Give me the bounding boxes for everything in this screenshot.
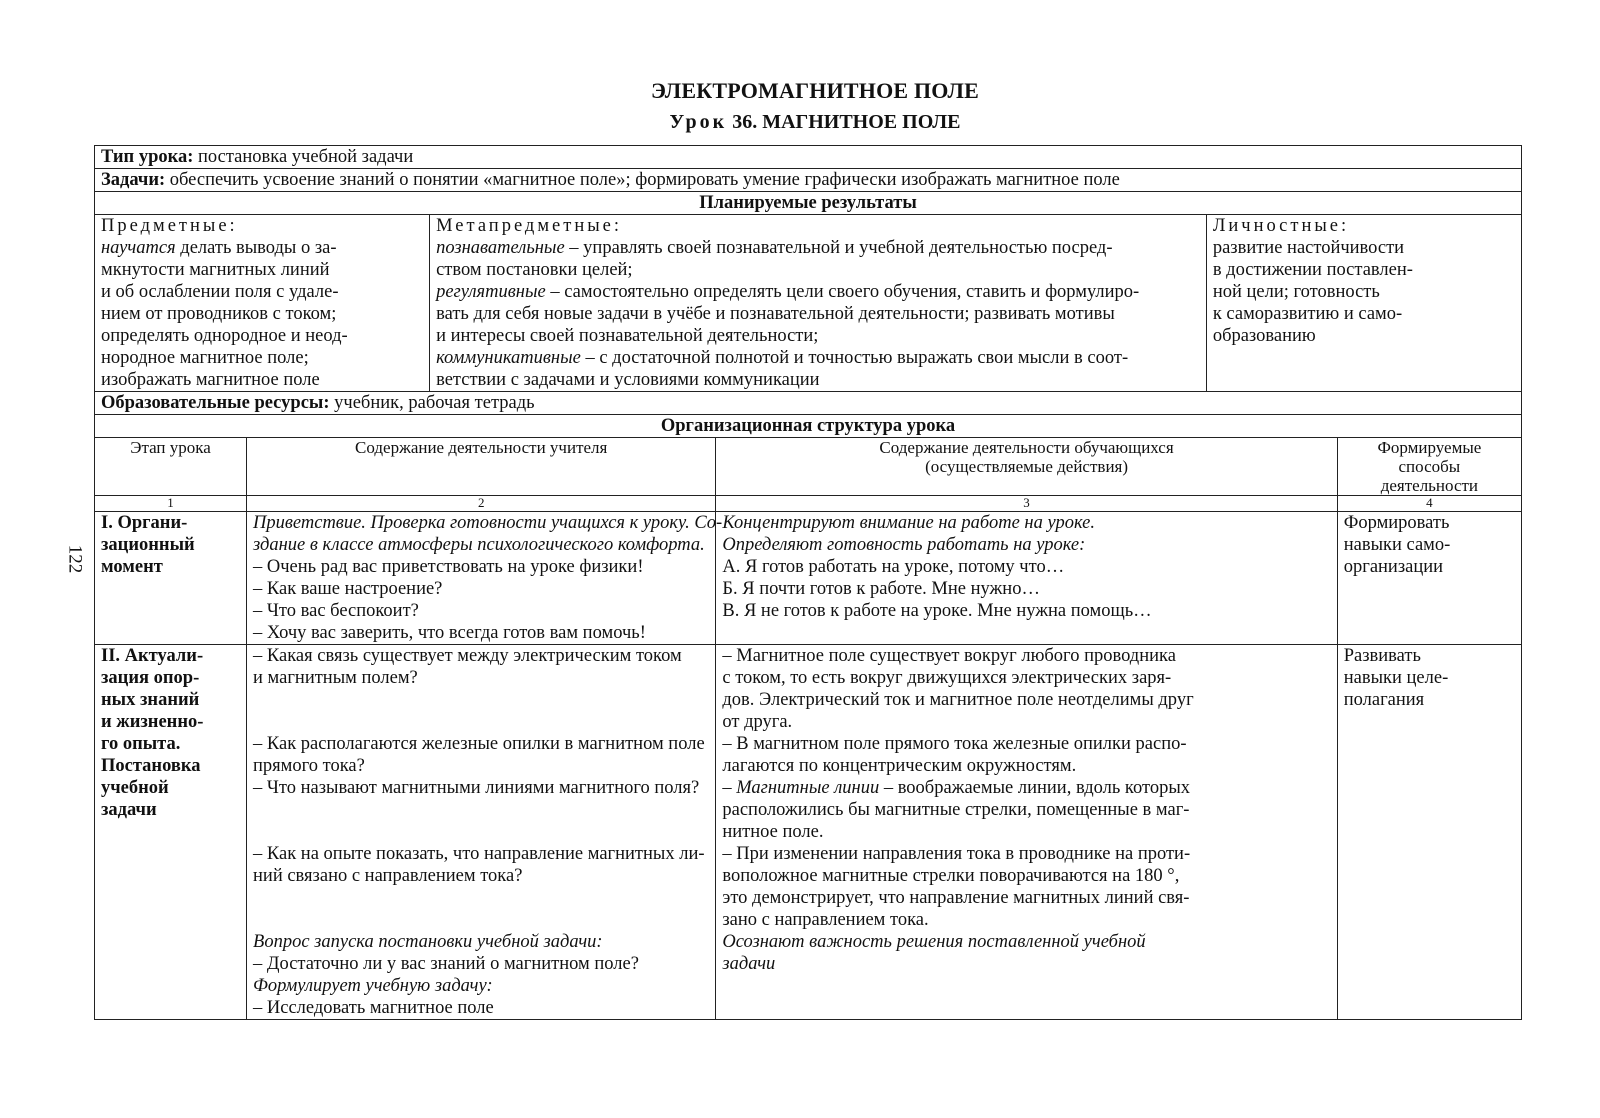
tasks-label: Задачи: [101,170,166,190]
column-header-teacher: Содержание деятельности учителя [247,438,716,496]
table-row [95,512,1522,645]
teacher-line: – Что называют магнитными линиями магнитного поля? [253,778,700,798]
students-line: Осознают важность решения поставленной учебной [722,932,1146,952]
stage-cell [95,645,247,1020]
planned-results-heading: Планируемые результаты [95,192,1522,215]
text-line [101,237,423,259]
lesson-type-row [95,146,1522,169]
students-line: В. Я не готов к работе на уроке. Мне нужна помощь… [722,601,1152,621]
teacher-line: – Как на опыте показать, что направление магнитных ли- [253,844,705,864]
line-text: нием от проводников с током; [101,304,337,324]
teacher-line [253,909,709,931]
tasks-value: обеспечить усвоение знаний о понятии «магнитное поле»; формировать умение графически изображать магнитное поле [169,170,1120,190]
text-line: к саморазвитию и само- [1212,304,1403,324]
skills-line: навыки само- [1343,535,1451,555]
line-text: – управлять своей познавательной и учебной деятельностью посред- [564,238,1113,258]
stage-line: момент [101,557,163,577]
teacher-cell [247,645,716,1020]
stage-line: зационный [101,535,195,555]
students-line: Определяют готовность работать на уроке: [722,535,1086,555]
meta-results-heading: Метапредметные: [436,216,623,236]
teacher-line: – Достаточно ли у вас знаний о магнитном поле? [253,954,639,974]
students-line: Б. Я почти готов к работе. Мне нужно… [722,579,1040,599]
stage-line: II. Актуали- [101,646,204,666]
resources-value: учебник, рабочая тетрадь [334,393,535,413]
text-line [436,325,1200,347]
italic-term: Магнитные линии [736,778,880,798]
students-line: это демонстрирует, что направление магнитных линий свя- [722,888,1190,908]
personal-results-lines [1213,237,1515,347]
students-line: А. Я готов работать на уроке, потому что… [722,557,1065,577]
stage-line: учебной [101,778,169,798]
students-line: зано с направлением тока. [722,910,929,930]
skills-line: Формировать [1343,513,1450,533]
text-line [101,303,423,325]
line-text: определять однородное и неод- [101,326,348,346]
students-line: с током, то есть вокруг движущихся электрических заря- [722,668,1172,688]
line-text: делать выводы о за- [175,238,337,258]
column-header-skills: Формируемые способы деятельности [1337,438,1521,496]
column-number-4: 4 [1337,496,1521,512]
text-line: ной цели; готовность [1212,282,1380,302]
students-line: расположились бы магнитные стрелки, помещенные в маг- [722,800,1190,820]
subject-results-heading: Предметные: [101,216,238,236]
teacher-line: – Исследовать магнитное поле [253,998,494,1018]
skills-line: организации [1343,557,1444,577]
stage-cell [95,512,247,645]
structure-heading-row [95,415,1522,438]
skills-cell [1337,645,1521,1020]
skills-line: навыки целе- [1343,668,1449,688]
personal-results-heading: Личностные: [1212,216,1350,236]
teacher-line [253,689,709,711]
meta-results-cell [430,215,1207,392]
text-line [436,347,1200,369]
resources-row [95,392,1522,415]
line-text: и интересы своей познавательной деятельности; [436,326,819,346]
line-text: – самостоятельно определять цели своего обучения, ставить и формулиро- [545,282,1140,302]
teacher-cell [247,512,723,645]
teacher-line [253,711,709,733]
column-header-students: Содержание деятельности обучающихся (осуществляемые действия) [716,438,1337,496]
line-text: ством постановки целей; [436,260,633,280]
table-row [95,645,1522,1020]
stage-line: I. Органи- [101,513,188,533]
students-cell [716,645,1337,1020]
planned-results-heading-row [95,192,1522,215]
stage-line: задачи [101,800,157,820]
teacher-line: – Хочу вас заверить, что всегда готов вам помочь! [253,623,646,643]
students-line: лагаются по концентрическим окружностям. [722,756,1077,776]
text-line [101,259,423,281]
planned-results-row [95,215,1522,392]
lesson-plan-table [94,145,1522,1020]
teacher-line [253,821,709,843]
text-line [101,281,423,303]
italic-term: научатся [101,238,176,258]
students-line: дов. Электрический ток и магнитное поле неотделимы друг [722,690,1194,710]
text-line [436,369,1200,391]
text-line: развитие настойчивости [1212,238,1405,258]
italic-term: регулятивные [436,282,546,302]
students-line: воположное магнитные стрелки поворачиваются на 180 °, [722,866,1180,886]
text-line [101,325,423,347]
stage-line: и жизненно- [101,712,204,732]
column-header-row [95,438,1522,496]
students-line: нитное поле. [722,822,824,842]
teacher-line [253,799,709,821]
teacher-line: Вопрос запуска постановки учебной задачи: [253,932,603,952]
text-line [436,259,1200,281]
line-text: – с достаточной полнотой и точностью выражать свои мысли в соот- [580,348,1129,368]
students-line: Концентрируют внимание на работе на уроке. [722,513,1095,533]
teacher-line: и магнитным полем? [253,668,418,688]
teacher-line: здание в классе атмосферы психологического комфорта. [253,535,705,555]
text-line [436,281,1200,303]
students-line: – Магнитное поле существует вокруг любого проводника [722,646,1176,666]
lesson-title [0,111,1600,134]
resources-label: Образовательные ресурсы: [101,393,330,413]
text-line [101,369,423,391]
lesson-name: 36. МАГНИТНОЕ ПОЛЕ [732,111,961,133]
text-line: образованию [1212,326,1316,346]
skills-line: Развивать [1343,646,1421,666]
students-line: – При изменении направления тока в проводнике на проти- [722,844,1191,864]
text-line: в достижении поставлен- [1212,260,1413,280]
column-number-2: 2 [247,496,716,512]
text-line [101,347,423,369]
line-text: и об ослаблении поля с удале- [101,282,339,302]
teacher-line [253,887,709,909]
teacher-line: – Как ваше настроение? [253,579,443,599]
document-title: ЭЛЕКТРОМАГНИТНОЕ ПОЛЕ [651,78,979,103]
stage-line: го опыта. [101,734,181,754]
line-text: – [722,778,737,798]
page-number: 122 [64,544,86,574]
subject-results-lines [101,237,423,391]
line-text: ветствии с задачами и условиями коммуникации [436,370,820,390]
skills-cell [1337,512,1521,645]
teacher-line: Приветствие. Проверка готовности учащихся к уроку. Со- [253,513,723,533]
line-text: мкнутости магнитных линий [101,260,330,280]
stage-line: ных знаний [101,690,200,710]
column-number-1: 1 [95,496,247,512]
subject-results-cell [95,215,430,392]
students-line: от друга. [722,712,793,732]
lesson-prefix: Урок [669,111,728,133]
teacher-line: – Как располагаются железные опилки в магнитном поле [253,734,705,754]
lesson-type-value: постановка учебной задачи [198,147,414,167]
stage-line: Постановка [101,756,201,776]
teacher-line: прямого тока? [253,756,365,776]
italic-term: познавательные [436,238,565,258]
students-line: задачи [722,954,776,974]
personal-results-cell [1206,215,1521,392]
stage-line: зация опор- [101,668,200,688]
line-text: вать для себя новые задачи в учёбе и познавательной деятельности; развивать мотивы [436,304,1115,324]
tasks-row [95,169,1522,192]
students-line: – В магнитном поле прямого тока железные опилки распо- [722,734,1187,754]
students-line [722,777,1330,799]
teacher-line: – Очень рад вас приветствовать на уроке физики! [253,557,644,577]
text-line [436,237,1200,259]
meta-results-lines [436,237,1200,391]
structure-heading: Организационная структура урока [95,415,1522,438]
teacher-line: – Какая связь существует между электрическим током [253,646,682,666]
line-text: нородное магнитное поле; [101,348,309,368]
lesson-type-label: Тип урока: [101,147,194,167]
teacher-line: Формулирует учебную задачу: [253,976,493,996]
column-header-stage: Этап урока [95,438,247,496]
text-line [436,303,1200,325]
column-number-3: 3 [716,496,1337,512]
italic-term: коммуникативные [436,348,581,368]
skills-line: полагания [1343,690,1425,710]
line-text: – воображаемые линии, вдоль которых [879,778,1191,798]
students-cell [716,512,1337,645]
teacher-line: ний связано с направлением тока? [253,866,523,886]
line-text: изображать магнитное поле [101,370,320,390]
teacher-line: – Что вас беспокоит? [253,601,419,621]
column-number-row [95,496,1522,512]
